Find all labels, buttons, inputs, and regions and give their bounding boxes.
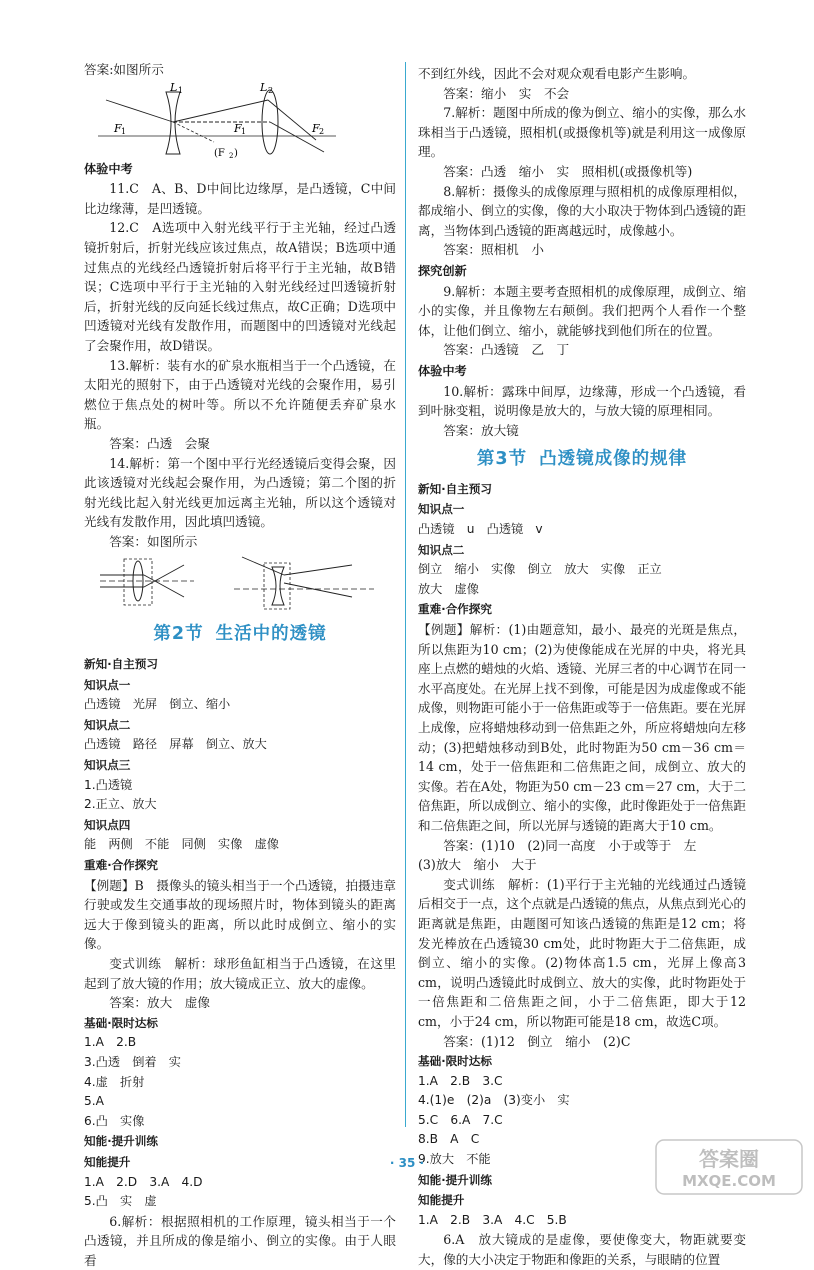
example: 【例题】解析：(1)由题意知，最小、最亮的光斑是焦点，所以焦距为10 cm；(2)为使像能成在光屏的中央，将光具座上点燃的蜡烛的火焰、透镜、光屏三者的中心调节在同一水平高度处。在光屏上找不到像，可能是因为成虚像或不能成像，则物距可能小于一倍焦距或等于一倍焦距。要在光屏上成像，应将蜡烛移动到一倍焦距之外，所应将蜡烛向左移动；(3)把蜡烛移动到B处，此时物距为50 cm－36 cm＝14 cm，处于一倍焦距和二倍焦距之间，成倒立、放大的实像。若在A处，物距为50 cm－23 cm＝27 cm，大于二倍焦距，所以成倒立、缩小的实像，此时像距处于一倍焦距和二倍焦距之间，所以光屏与透镜的距离大于10 cm。 <box>418 622 746 833</box>
variant: 变式训练 解析：(1)平行于主光轴的光线通过凸透镜后相交于一点，这个点就是凸透镜的焦点，从焦点到光心的距离就是焦距，由题图可知该凸透镜的焦距是12 cm；将发光棒放在凸透镜30 cm处，此时物距大于二倍焦距，成倒立、缩小的实像。(2)物体高1.5 cm，光屏上像高3 cm，说明凸透镜此时成倒立、放大的实像，此时物距处于一倍焦距和二倍焦距之间，小于二倍焦距，即大于12 cm，小于24 cm，所以物距可能是18 cm，故选C项。 <box>418 876 746 1029</box>
lens-boxes-diagram <box>84 553 396 615</box>
svg-text:MXQE.COM: MXQE.COM <box>682 1172 776 1190</box>
subsection-head: 基础·限时达标 <box>84 1015 158 1030</box>
subsection-head: 知能·提升训练 <box>84 1134 158 1149</box>
section-title: 第2节 生活中的透镜 <box>153 624 327 645</box>
q14: 14.解析：第一个图中平行光经透镜后变得会聚，因此该透镜对光线起会聚作用，为凸透镜；第二个图的折射光线比起入射光线更加远离主光轴，所以这个透镜对光线有发散作用，因此填凹透镜。 <box>84 455 396 530</box>
svg-text:L: L <box>260 81 268 94</box>
section-head: 体验中考 <box>418 363 467 378</box>
right-column: 不到红外线，因此不会对观众观看电影产生影响。 答案：缩小 实 不会 7.解析：题图中所成的像为倒立、缩小的实像，那么水珠相当于凸透镜，照相机(或摄像机等)就是利用这一成像原理。 答案：凸透 缩小 实 照相机(或摄像机等) 8.解析：摄像头的成像原理与照相机的成像原理相似，都成缩小、倒立的实像，像的大小取决于物体到凸透镜的距离，当物体到凸透镜的距离越远时，成像越小。 答案：照相机 小 探究创新 9.解析：本题主要考查照相机的成像原理，成倒立、缩小的实像，并且像物左右颠倒。我们把两个人看作一个整体，让他们倒立、缩小，就能够找到他们所在的位置。 答案：凸透镜 乙 丁 体验中考 10.解析：露珠中间厚，边缘薄，形成一个凸透镜，看到叶脉变粗，说明像是放大的，与放大镜的原理相同。 答案：放大镜 第3节 凸透镜成像的规律 新知·自主预习 知识点一 凸透镜 u 凸透镜 v 知识点二 倒立 缩小 实像 倒立 放大 实像 正立 放大 虚像 重难·合作探究 【例题】解析：(1)由题意知，最小、最亮的光斑是焦点，所以焦距为10 cm；(2)为使像能成在光屏的中央，将光具座上点燃的蜡烛的火焰、透镜、光屏三者的中心调节在同一水平高度处。在光屏上找不到像，可能是因为成虚像或不能成像，则物距可能小于一倍焦距或等于一倍焦距。要在光屏上成像，应将蜡烛移动到一倍焦距之外，所应将蜡烛向左移动；(3)把蜡烛移动到B处，此时物距为50 cm－36 cm＝14 cm，处于一倍焦距和二倍焦距之间，成倒立、放大的实像。若在A处，物距为50 cm－23 cm＝27 cm，大于二倍焦距，所以成倒立、缩小的实像，此时像距处于一倍焦距和二倍焦距之间，所以光屏与透镜的距离大于10 cm。 答案：(1)10 (2)同一高度 小于或等于 左 (3)放大 缩小 大于 变式训练 解析：(1)平行于主光轴的光线通过凸透镜后相交于一点，这个点就是凸透镜的焦点，从焦点到光心的距离就是焦距，由题图可知该凸透镜的焦距是12 cm；将发光棒放在凸透镜30 cm处，此时物距大于二倍焦距，成倒立、缩小的实像。(2)物体高1.5 cm，光屏上像高3 cm，说明凸透镜此时成倒立、放大的实像，此时物距处于一倍焦距和二倍焦距之间，小于二倍焦距，即大于12 cm，小于24 cm，所以物距可能是18 cm，故选C项。 答案：(1)12 倒立 缩小 (2)C 基础·限时达标 1.A 2.B 3.C 4.(1)e (2)a (3)变小 实 5.C 6.A 7.C 8.B A C 9.放大 不能 知能·提升训练 知能提升 1.A 2.B 3.A 4.C 5.B 6.A 放大镜成的是虚像，要使像变大，物距就要变大，像的大小决定于物距和像距的关系，与眼睛的位置 <box>418 66 746 1268</box>
svg-text:1: 1 <box>178 85 184 95</box>
svg-text:1: 1 <box>121 126 127 136</box>
answer-text: 答案:如图所示 <box>84 62 164 77</box>
section-title: 第3节 凸透镜成像的规律 <box>476 449 688 470</box>
q12: 12.C A选项中入射光线平行于主光轴，经过凸透镜折射后，折射光线应该过焦点，故A错误；B选项中通过焦点的光线经凸透镜折射后将平行于主光轴，故B错误；C选项中平行于主光轴的入射光线经过凹透镜折射后，折射光线的反向延长线过焦点，故C正确；D选项中凹透镜对光线有发散作用，而题图中的凹透镜对光线起了会聚作用，故D错误。 <box>84 220 396 353</box>
section-head: 体验中考 <box>84 161 133 176</box>
section-head: 探究创新 <box>418 263 467 278</box>
svg-text:F: F <box>114 121 122 135</box>
svg-text:2: 2 <box>229 151 234 158</box>
site-watermark-logo <box>654 1138 804 1196</box>
q11: 11.C A、B、D中间比边缘厚，是凸透镜，C中间比边缘薄，是凹透镜。 <box>84 181 396 216</box>
variant: 变式训练 解析：球形鱼缸相当于凸透镜，在这里起到了放大镜的作用；放大镜成正立、放大的虚像。 <box>84 955 396 991</box>
svg-text:答案圈: 答案圈 <box>699 1147 759 1171</box>
svg-text:2: 2 <box>268 85 274 95</box>
svg-text:(F: (F <box>214 147 225 158</box>
q14-answer: 答案：如图所示 <box>109 533 198 549</box>
q13-answer: 答案：凸透 会聚 <box>109 435 210 451</box>
label-L1: L <box>170 81 178 94</box>
example: 【例题】B 摄像头的镜头相当于一个凸透镜，拍摄违章行驶或发生交通事故的现场照片时，物体到镜头的距离远大于像到镜头的距离，所以此时成倒立、缩小的实像。 <box>84 877 396 952</box>
svg-text:F: F <box>234 121 242 135</box>
svg-text:2: 2 <box>319 126 325 136</box>
q13: 13.解析：装有水的矿泉水瓶相当于一个凸透镜，在太阳光的照射下，由于凸透镜对光线的会聚作用，易引燃位于焦点处的树叶等。所以不允许随便丢弃矿泉水瓶。 <box>84 357 396 432</box>
svg-text:1: 1 <box>241 126 247 136</box>
left-column: 答案:如图所示 L 1 L 2 F 1 F 1 F 2 (F 2 ) 体验中考 11.C A、B、D中间比边缘厚，是凸透镜，C中间比边缘薄，是凹透镜。 12.C A选项中入射光线平行于主光轴，经过凸透镜折射后，折射光线应该过焦点，故A错误；B选项中通过焦点的光线经凸透镜折射后将平行于主光轴，故B错误；C选项中平行于主光轴的入射光线经过凹透镜折射后，折射光线的反向延长线过焦点，故C正确；D选项中凹透镜对光线有发散作用，而题图中的凹透镜对光线起了会聚作用，故D错误。 13.解析：装有水的矿泉水瓶相当于一个凸透镜，在太阳光的照射下，由于凸透镜对光线的会聚作用，易引燃位于焦点处的树叶等。所以不允许随便丢弃矿泉水瓶。 答案：凸透 会聚 14.解析：第一个图中平行光经透镜后变得会聚，因此该透镜对光线起会聚作用，为凸透镜；第二个图的折射光线比起入射光线更加远离主光轴，所以这个透镜对光线有发散作用，因此填凹透镜。 答案：如图所示 第2节 生活中的透镜 新知·自主预习 知识点一 凸透镜 光屏 倒立、缩小 知识点二 凸透镜 路径 屏幕 倒立、放大 知识点三 1.凸透镜 2.正立、放大 知识点四 能 两侧 不能 同侧 实像 虚像 重难·合作探究 【例题】B 摄像头的镜头相当于一个凸透镜，拍摄违章行驶或发生交通事故的现场照片时，物体到镜头的距离远大于像到镜头的距离，所以此时成倒立、缩小的实像。 变式训练 解析：球形鱼缸相当于凸透镜，在这里起到了放大镜的作用；放大镜成正立、放大的虚像。 答案：放大 虚像 基础·限时达标 1.A 2.B 3.凸透 倒着 实 4.虚 折射 5.A 6.凸 实像 知能·提升训练 知能提升 1.A 2.D 3.A 4.D 5.凸 实 虚 6.解析：根据照相机的工作原理，镜头相当于一个凸透镜，并且所成的像是缩小、倒立的实像。由于人眼看 <box>84 62 396 1268</box>
svg-text:F: F <box>312 121 320 135</box>
subsection-head: 重难·合作探究 <box>84 858 158 872</box>
svg-text:): ) <box>234 147 238 158</box>
lens-ray-diagram <box>84 82 344 158</box>
subsection-head: 新知·自主预习 <box>84 657 158 672</box>
page-number: · 35 · <box>389 1156 425 1170</box>
column-divider <box>405 62 406 1127</box>
